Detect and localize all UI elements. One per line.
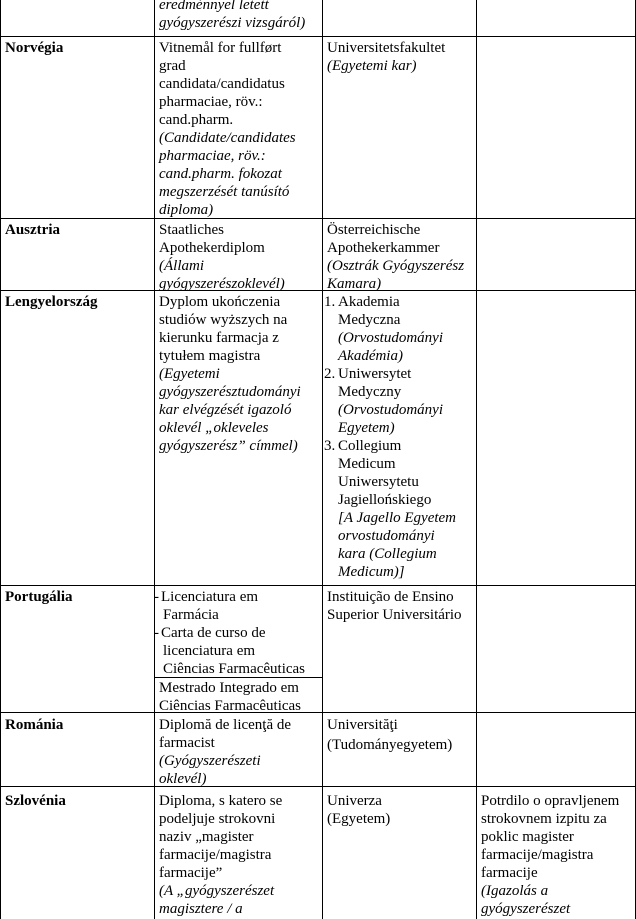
row-divider [0,585,636,586]
list-item: - Carta de curso de licenciatura em Ciências Farmacêuticas [154,625,306,677]
list-item: 3. Collegium Medicum Uniwersytetu Jagiellońskiego [A Jagello Egyetem orvostudományi kara (Collegium Medicum)] [324,438,457,580]
country-lengyelorszag: Lengyelország [5,294,98,310]
body-cell: Univerza (Egyetem) [327,793,391,827]
degree-cell: eredménnyel letett gyógyszerészi vizsgáról) [159,0,306,31]
table-border-col3 [476,0,477,919]
body-list [324,293,475,581]
list-item: 1. Akademia Medyczna (Orvostudományi Akadémia) [324,294,443,364]
country-ausztria: Ausztria [5,222,60,238]
degree-cell: Staatliches Apothekerdiplom (Állami gyógyszerészoklevél) [159,222,285,292]
body-cell: Österreichische Apothekerkammer (Osztrák Gyógyszerész Kamara) [327,222,465,292]
list-item: - Licenciatura em Farmácia [154,589,259,623]
table-border-col2 [322,0,323,919]
degree-cell: Dyplom ukończenia studiów wyższych na kierunku farmacja z tytułem magistra (Egyetemi gyógyszerésztudományi kar elvégzését igazoló oklevél „okleveles gyógyszerész” címmel) [159,294,301,454]
country-szlovenia: Szlovénia [5,793,66,809]
degree-cell: Diplomă de licenţă de farmacist (Gyógyszerészeti oklevél) [159,717,292,787]
row-divider [0,36,636,37]
country-portugalia: Portugália [5,589,73,605]
table-border-col1 [154,0,155,919]
degree-cell: Mestrado Integrado em Ciências Farmacêuticas [159,680,302,714]
certificate-cell: Potrdilo o opravljenem strokovnem izpitu za poklic magister farmacije/magistra farmacije (Igazolás a gyógyszerészet [481,793,620,917]
table-border-left [0,0,1,919]
country-romania: Románia [5,717,64,733]
list-item: 2. Uniwersytet Medyczny (Orvostudományi Egyetem) [324,366,443,436]
degree-cell: Vitnemål for fullført grad candidata/candidatus pharmaciae, röv.: cand.pharm. (Candidate/candidates pharmaciae, röv.: cand.pharm. fokozat megszerzését tanúsító diploma) [159,40,296,218]
country-norvegia: Norvégia [5,40,64,56]
degree-list [156,588,321,678]
body-cell: Universităţi (Tudományegyetem) [327,717,453,753]
degree-cell: Diploma, s katero se podeljuje strokovni naziv „magister farmacije/magistra farmacije” (A „gyógyszerészet magisztere / a [159,793,283,917]
body-cell: Instituição de Ensino Superior Universitário [327,589,462,623]
body-cell: Universitetsfakultet (Egyetemi kar) [327,40,446,74]
